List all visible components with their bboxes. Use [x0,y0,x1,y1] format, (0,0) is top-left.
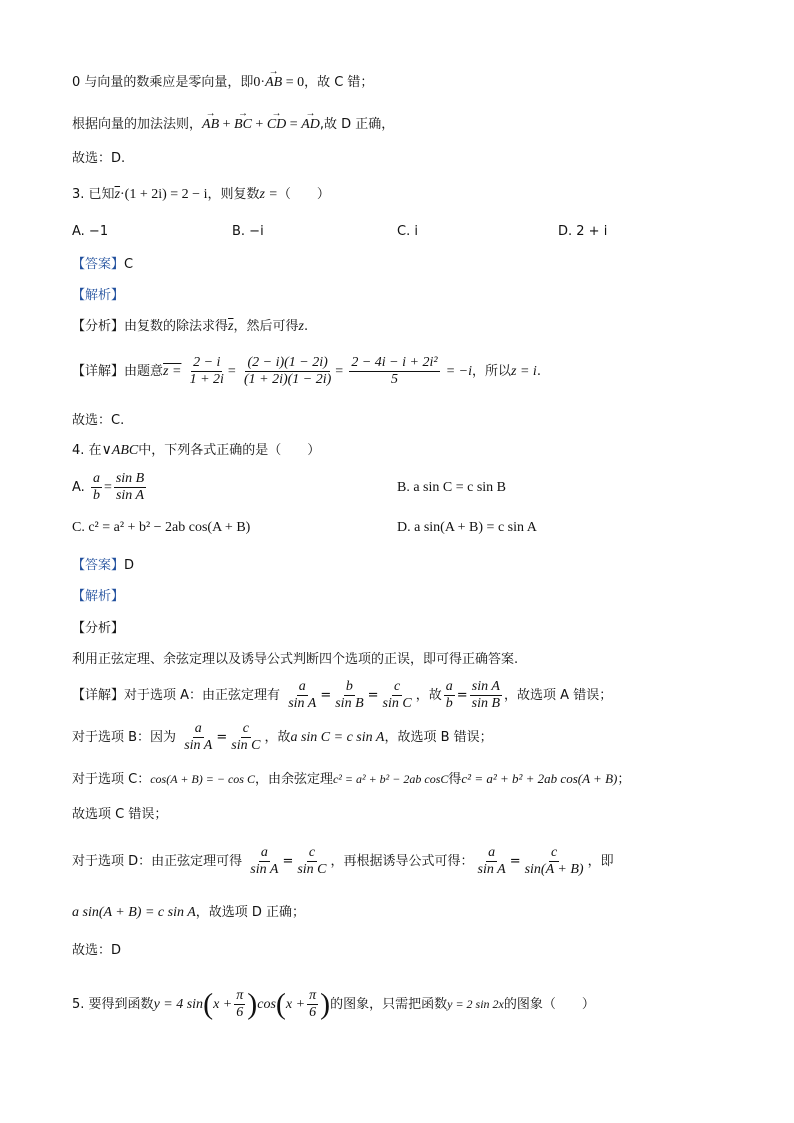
detail-4a: 【详解】对于选项 A：由正弦定理有 $\frac{a}{\text{sin A}}$ = $\frac{b}{\text{sin B}}$ = $\frac{c}{\text{sin C}}$ ，故 $\frac{a}{b}$ = $\frac{\text{sin A}}{\text{sin B}}$ ，故选项 A 错误； [72,679,613,711]
question-4: 4. 在∨ABC中，下列各式正确的是（ ） [72,443,321,458]
vector-ab: → AB [202,116,219,134]
q4-option-a: A. $\frac{a}{b}$ = $\frac{\text{sin B}}{\text{sin A}}$ [72,471,145,503]
vector-cd: → CD [267,116,286,134]
q3-option-a: A. −1 [72,224,109,239]
fraction: $\frac{\pi}{6}$ [309,988,317,1020]
q4-option-d: D. a sin(A + B) = c sin A [397,520,537,535]
fraction: $\frac{c}{\sin(A + B)}$ [524,845,584,877]
fraction: $\frac{a}{b}$ [92,471,100,503]
fraction: $\frac{a}{\text{sin A}}$ [250,845,279,877]
line-9: 故选：C. [72,413,125,428]
fraction: $\frac{\text{sin A}}{\text{sin B}}$ [471,679,501,711]
vector-bc: → BC [234,116,252,134]
fraction: $\frac{a}{b}$ [445,679,453,711]
jiexi-4: 【解析】 [72,589,125,604]
detail-3: 【详解】由题意z = $\frac{2 - i}{1 + 2i}$ = $\frac{(2 - i)(1 - 2i)}{(1 + 2i)(1 - 2i)}$ = $\frac{\text{2 − 4i − i + 2i²}}{5}$ = −i，所以z = i. [72,355,541,387]
fraction: $\frac{a}{\text{sin A}}$ [288,679,317,711]
vector-ab: → AB [265,74,282,92]
detail-4c: 对于选项 C：cos(A + B) = − cos C，由余弦定理c² = a² + b² − 2ab cosC得c² = a² + b² + 2ab cos(A + B)； [72,771,631,787]
q3-option-b: B. −i [232,224,264,239]
q3-option-c: C. i [397,224,418,239]
fraction: $\frac{\text{2 − 4i − i + 2i²}}{5}$ [351,355,438,387]
vector-ad: → AD [301,116,320,134]
fraction: $\frac{\pi}{6}$ [236,988,244,1020]
fraction: $\frac{(2 - i)(1 - 2i)}{(1 + 2i)(1 - 2i)}$ [243,355,332,387]
analysis-3: 【分析】由复数的除法求得$\overline{z}$，然后可得z. [72,319,309,334]
fraction: $\frac{c}{\text{sin C}}$ [297,845,327,877]
line-22: 故选：D [72,943,122,958]
jiexi-3: 【解析】 [72,288,125,303]
detail-4d: 对于选项 D：由正弦定理可得 $\frac{a}{\text{sin A}}$ = $\frac{c}{\text{sin C}}$ ，再根据诱导公式可得： $\frac{a}{\text{sin A}}$ = $\frac{c}{\sin(A + B)}$ ，即 [72,845,614,877]
detail-4c-2: 故选项 C 错误； [72,807,168,822]
q3-option-d: D. 2 + i [558,224,608,239]
fraction: $\frac{a}{\text{sin A}}$ [477,845,506,877]
analysis-4-text: 利用正弦定理、余弦定理以及诱导公式判断四个选项的正误，即可得正确答案. [72,652,519,667]
line-2: 根据向量的加法法则，→ AB + → BC + → CD = → AD,故 D 正确， [72,116,394,134]
line-1: 0 与向量的数乘应是零向量，即0·→ AB = 0，故 C 错； [72,74,373,92]
q4-option-b: B. a sin C = c sin B [397,480,507,495]
question-5: 5. 要得到函数y = 4 sin(x + $\frac{\pi}{6}$ )cos(x + $\frac{\pi}{6}$ )的图象，只需把函数y = 2 sin 2x的图象（ ） [72,987,595,1021]
fraction: $\frac{c}{\text{sin C}}$ [382,679,412,711]
q4-option-c: C. c² = a² + b² − 2ab cos(A + B) [72,520,251,535]
fraction: $\frac{b}{\text{sin B}}$ [335,679,364,711]
fraction: $\frac{c}{\text{sin C}}$ [231,721,261,753]
line-3: 故选：D. [72,151,126,166]
detail-4d-2: a sin(A + B) = c sin A，故选项 D 正确； [72,905,306,920]
detail-4b: 对于选项 B：因为 $\frac{a}{\text{sin A}}$ = $\frac{c}{\text{sin C}}$ ，故a sin C = c sin A，故选项 B 错误； [72,721,493,753]
answer-4: 【答案】D [72,558,135,573]
fraction: $\frac{a}{\text{sin A}}$ [184,721,213,753]
fraction: $\frac{2 - i}{1 + 2i}$ [189,355,224,387]
answer-3: 【答案】C [72,257,134,272]
analysis-4-heading: 【分析】 [72,621,125,636]
question-3: 3. 已知$\overline{z}\cdot(1 + 2i) = 2 - i$，则复数z =（ ） [72,187,330,202]
fraction: $\frac{\text{sin B}}{\text{sin A}}$ [115,471,145,503]
